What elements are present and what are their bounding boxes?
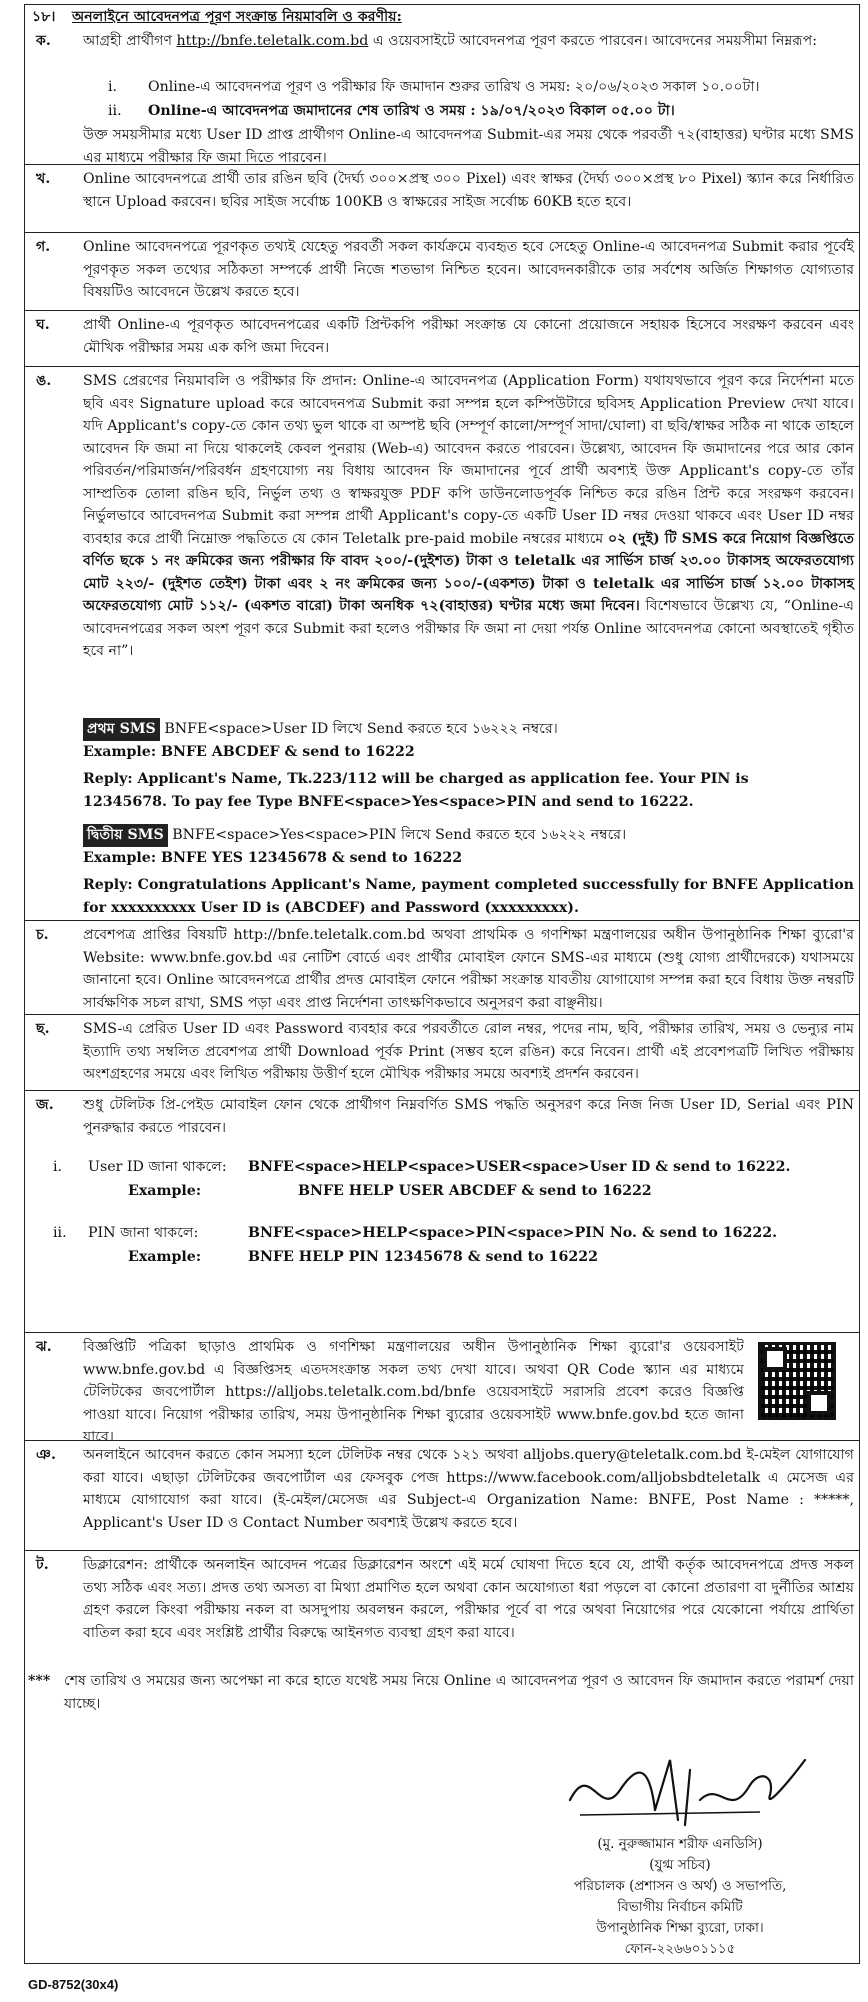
section-ja xyxy=(28,1094,854,1330)
section-text: প্রবেশপত্র প্রাপ্তির বিষয়টি http://bnfe.teletalk.com.bd অথবা প্রাথমিক ও গণশিক্ষা মন্ত্রণালয়ের অধীন উপানুষ্ঠানিক শিক্ষা ব্যুরো'র Website: www.bnfe.gov.bd এর নোটিশ বোর্ডে এবং প্রার্থীর মোবাইল ফোনে SMS-এর মাধ্যমে (শুধু যোগ্য প্রার্থীদেরকে) যথাসময়ে জানানো হবে। Online আবেদনপত্রে প্রার্থীর প্রদত্ত মোবাইল ফোনে পরীক্ষা সংক্রান্ত যাবতীয় যোগাযোগ সম্পন্ন করা হবে বিধায় উক্ত নম্বরটি সার্বক্ষণিক সচল রাখা, SMS পড়া এবং প্রাপ্ত নির্দেশনা তাৎক্ষণিকভাবে অনুসরণ করা বাঞ্ছনীয়। xyxy=(83,927,854,1011)
note-marker: *** xyxy=(28,1673,51,1689)
section-umo xyxy=(28,370,854,710)
section-text: উক্ত সময়সীমার মধ্যে User ID প্রাপ্ত প্রার্থীগণ Online-এ আবেদনপত্র Submit-এর সময় থেকে পরবর্তী ৭২(বাহাত্তর) ঘণ্টার মধ্যে SMS এর মাধ্যমে পরীক্ষার ফি জমা দিতে পারবেন। xyxy=(83,127,854,166)
signatory-phone: ফোন-২২৬৬০১১১৫ xyxy=(624,1941,736,1957)
sms-second-block xyxy=(28,824,854,920)
section-tag: ঙ. xyxy=(36,373,52,389)
section-tag: ক. xyxy=(36,33,51,49)
section-text: প্রার্থী Online-এ পূরণকৃত আবেদনপত্রের একটি প্রিন্টকপি পরীক্ষা সংক্রান্ত যে কোনো প্রয়োজনে সহায়ক হিসেবে সংরক্ষণ করবেন এবং মৌখিক পরীক্ষার সময় এক কপি জমা দিবেন। xyxy=(83,317,854,356)
text: বিশেষভাবে উল্লেখ্য যে, “Online-এ আবেদনপত্রের সকল অংশ পূরণ করে Submit করা হলেও পরীক্ষার ফি জমা না দেয়া পর্যন্ত Online আবেদনপত্র কোনো অবস্থাতেই গৃহীত হবে না”। xyxy=(83,598,855,659)
section-nya xyxy=(28,1444,854,1552)
text: এ ওয়েবসাইটে আবেদনপত্র পূরণ করতে পারবেন। আবেদনের সময়সীমা নিম্নরূপ: xyxy=(372,33,818,49)
recovery-label: PIN জানা থাকলে: xyxy=(88,1225,199,1241)
section-tag: গ. xyxy=(36,239,51,255)
divider xyxy=(24,164,860,165)
section-tag: চ. xyxy=(36,927,49,943)
section-number: ১৮। xyxy=(32,9,56,25)
section-chha xyxy=(28,1018,854,1088)
start-date-text: Online-এ আবেদনপত্র পূরণ ও পরীক্ষার ফি জমাদান শুরুর তারিখ ও সময়: ২০/০৬/২০২৩ সকাল ১০.০০টা। xyxy=(148,79,760,95)
sms-reply: Reply: Applicant's Name, Tk.223/112 will be charged as application fee. Your PIN is xyxy=(83,771,749,787)
signatory-block xyxy=(520,1834,840,1960)
section-text: অনলাইনে আবেদন করতে কোন সমস্যা হলে টেলিটক নম্বর থেকে ১২১ অথবা alljobs.query@teletalk.com.bd ই-মেইল যোগাযোগ করা যাবে। এছাড়া টেলিটকের জবপোর্টাল এর ফেসবুক পেজ https://www.facebook.com/alljobsbdteletalk এ মেসেজ এর মাধ্যমে যোগাযোগ করা যাবে। (ই-মেইল/মেসেজ এর Subject-এ Organization Name: BNFE, Post Name : *****, Applicant's User ID ও Contact Number অবশ্যই উল্লেখ করতে হবে। xyxy=(83,1447,854,1531)
section-ka xyxy=(28,30,854,170)
sms-tag: দ্বিতীয় SMS xyxy=(83,824,168,847)
section-jha xyxy=(28,1336,854,1444)
section-body xyxy=(83,30,854,53)
divider xyxy=(24,366,860,367)
divider xyxy=(24,1550,860,1551)
section-text: SMS-এ প্রেরিত User ID এবং Password ব্যবহার করে পরবর্তীতে রোল নম্বর, পদের নাম, ছবি, পরীক্ষার তারিখ, সময় ও ভেন্যুর নাম ইত্যাদি তথ্য সম্বলিত প্রবেশপত্র প্রার্থী Download পূর্বক Print (সম্ভব হলে রঙিন) করে নিবেন। প্রার্থী এই প্রবেশপত্রটি লিখিত পরীক্ষায় অংশগ্রহণের সময়ে এবং লিখিত পরীক্ষায় উত্তীর্ণ হলে মৌখিক পরীক্ষার সময়ে অবশ্যই প্রদর্শন করবেন। xyxy=(83,1021,854,1082)
divider xyxy=(24,1090,860,1091)
divider xyxy=(24,232,860,233)
sms-instruction xyxy=(83,824,854,847)
section-gha xyxy=(28,314,854,364)
section-tag: ছ. xyxy=(36,1021,50,1037)
qr-code-icon[interactable] xyxy=(758,1342,836,1420)
sms-instruction xyxy=(83,718,854,741)
section-note xyxy=(28,1670,854,1720)
sms-first-block xyxy=(28,718,854,810)
list-number: ii. xyxy=(53,1225,67,1241)
section-tag: খ. xyxy=(36,171,51,187)
signatory-committee: বিভাগীয় নির্বাচন কমিটি xyxy=(617,1899,743,1915)
list-number: i. xyxy=(53,1159,63,1175)
divider xyxy=(24,1440,860,1441)
sms-example: Example: BNFE YES 12345678 & send to 16222 xyxy=(83,850,463,866)
recovery-label: User ID জানা থাকলে: xyxy=(88,1159,227,1175)
example-label: Example: xyxy=(128,1249,202,1265)
section-tag: ঞ. xyxy=(36,1447,56,1463)
section-tag: ঘ. xyxy=(36,317,50,333)
section-text: বিজ্ঞপ্তিটি পত্রিকা ছাড়াও প্রাথমিক ও গণশিক্ষা মন্ত্রণালয়ের অধীন উপানুষ্ঠানিক শিক্ষা ব্যুরো'র ওয়েবসাইট www.bnfe.gov.bd এ বিজ্ঞপ্তিসহ এতদসংক্রান্ত সকল তথ্য দেখা যাবে। অথবা QR Code স্ক্যান এর মাধ্যমে টেলিটকের জবপোর্টাল https://alljobs.teletalk.com.bd/bnfe ওয়েবসাইটে সরাসরি প্রবেশ করেও বিজ্ঞপ্তি পাওয়া যাবে। নিয়োগ পরীক্ষার তারিখ, সময় উপানুষ্ঠানিক শিক্ষা ব্যুরোর ওয়েবসাইট www.bnfe.gov.bd হতে জানা যাবে। xyxy=(83,1339,744,1445)
divider xyxy=(24,1014,860,1015)
sms-reply-cont: 12345678. To pay fee Type BNFE<space>Yes<space>PIN and send to 16222. xyxy=(83,794,694,810)
page-title: অনলাইনে আবেদনপত্র পূরণ সংক্রান্ত নিয়মাবলি ও করণীয়: xyxy=(72,9,402,25)
example-label: Example: xyxy=(128,1183,202,1199)
divider xyxy=(24,1332,860,1333)
example-text: BNFE HELP PIN 12345678 & send to 16222 xyxy=(248,1249,598,1265)
gd-code: GD-8752(30x4) xyxy=(28,1976,119,1992)
signatory-office: উপানুষ্ঠানিক শিক্ষা ব্যুরো, ঢাকা। xyxy=(596,1920,764,1936)
section-ga xyxy=(28,236,854,304)
section-text: ডিক্লারেশন: প্রার্থীকে অনলাইন আবেদন পত্রের ডিক্লারেশন অংশে এই মর্মে ঘোষণা দিতে হবে যে, প্রার্থী কর্তৃক আবেদনপত্রে প্রদত্ত সকল তথ্য সঠিক এবং সত্য। প্রদত্ত তথ্য অসত্য বা মিথ্যা প্রমাণিত হলে অথবা কোন অযোগ্যতা ধরা পড়লে বা কোনো প্রতারণা বা দুর্নীতির আশ্রয় গ্রহণ করলে কিংবা পরীক্ষায় নকল বা অসদুপায় অবলম্বন করলে, পরীক্ষার পূর্বে বা পরে অথবা নিয়োগের পরে যেকোনো পর্যায়ে প্রার্থিতা বাতিল করা হবে এবং সংশ্লিষ্ট প্রার্থীর বিরুদ্ধে আইনগত ব্যবস্থা গ্রহণ করা যাবে। xyxy=(83,1557,854,1641)
section-text: Online আবেদনপত্রে পূরণকৃত তথ্যই যেহেতু পরবর্তী সকল কার্যক্রমে ব্যবহৃত হবে সেহেতু Online-এ আবেদনপত্র Submit করার পূর্বেই পূরণকৃত সকল তথ্যের সঠিকতা সম্পর্কে প্রার্থী নিজে শতভাগ নিশ্চিত হবেন। আবেদনকারীকে তার সর্বশেষ অর্জিত শিক্ষাগত যোগ্যতার বিষয়টিও আবেদনে উল্লেখ করতে হবে। xyxy=(83,239,854,300)
signatory-name: (মু. নুরুজ্জামান শরীফ এনডিসি) xyxy=(597,1836,763,1852)
section-tag: ট. xyxy=(36,1557,49,1573)
sms-reply: Reply: Congratulations Applicant's Name, payment completed successfully for BNFE Application for xxxxxxxxxx User ID is (ABCDEF) and Password (xxxxxxxxx). xyxy=(83,877,854,916)
list-number: i. xyxy=(108,79,118,95)
section-cha xyxy=(28,924,854,1012)
fee-text: ০২ (দুই) টি SMS করে নিয়োগ বিজ্ঞপ্তিতে বর্ণিত ছকে ১ নং ক্রমিকের জন্য পরীক্ষার ফি বাবদ ২০০/-(দুইশত) টাকা ও teletalk এর সার্ভিস চার্জ ২৩.০০ টাকাসহ অফেরতযোগ্য মোট ২২৩/- (দুইশত তেইশ) টাকা এবং ২ নং ক্রমিকের জন্য ১০০/-(একশত) টাকা ও teletalk এর সার্ভিস চার্জ ১২.০০ টাকাসহ অফেরতযোগ্য মোট ১১২/- (একশত বারো) টাকা অনধিক ৭২(বাহাত্তর) ঘণ্টার মধ্যে জমা দিবেন। xyxy=(83,530,855,614)
signatory-rank: (যুগ্ম সচিব) xyxy=(649,1857,711,1873)
sms-text: BNFE<space>User ID লিখে Send করতে হবে ১৬২২২ নম্বরে। xyxy=(164,721,558,737)
section-ta xyxy=(28,1554,854,1672)
note-text: শেষ তারিখ ও সময়ের জন্য অপেক্ষা না করে হাতে যথেষ্ট সময় নিয়ে Online এ আবেদনপত্র পূরণ ও আবেদন ফি জমাদান করতে পরামর্শ দেয়া যাচ্ছে। xyxy=(64,1673,854,1712)
sms-text: BNFE<space>Yes<space>PIN লিখে Send করতে হবে ১৬২২২ নম্বরে। xyxy=(172,827,627,843)
divider xyxy=(24,920,860,921)
divider xyxy=(24,310,860,311)
section-kha xyxy=(28,168,854,232)
sms-example: Example: BNFE ABCDEF & send to 16222 xyxy=(83,744,415,760)
list-number: ii. xyxy=(108,103,122,119)
section-tag: জ. xyxy=(36,1097,54,1113)
recovery-command: BNFE<space>HELP<space>PIN<space>PIN No. & send to 16222. xyxy=(248,1225,778,1241)
section-tag: ঝ. xyxy=(36,1339,52,1355)
section-text: Online আবেদনপত্রে প্রার্থী তার রঙিন ছবি (দৈর্ঘ্য ৩০০×প্রস্থ ৩০০ Pixel) এবং স্বাক্ষর (দৈর্ঘ্য ৩০০×প্রস্থ ৮০ Pixel) স্ক্যান করে নির্ধারিত স্থানে Upload করবেন। ছবির সাইজ সর্বোচ্চ 100KB ও স্বাক্ষরের সাইজ সর্বোচ্চ 60KB হতে হবে। xyxy=(83,171,854,210)
sms-tag: প্রথম SMS xyxy=(83,718,160,741)
handwritten-signature xyxy=(560,1740,820,1840)
section-text: শুধু টেলিটক প্রি-পেইড মোবাইল ফোন থেকে প্রার্থীগণ নিম্নবর্ণিত SMS পদ্ধতি অনুসরণ করে নিজ নিজ User ID, Serial এবং PIN পুনরুদ্ধার করতে পারবেন। xyxy=(83,1097,854,1136)
website-link[interactable]: http://bnfe.teletalk.com.bd xyxy=(176,33,369,49)
end-date-text: Online-এ আবেদনপত্র জমাদানের শেষ তারিখ ও সময় : ১৯/০৭/২০২৩ বিকাল ০৫.০০ টা। xyxy=(148,103,675,119)
text: SMS প্রেরণের নিয়মাবলি ও পরীক্ষার ফি প্রদান: Online-এ আবেদনপত্র (Application Form) যথাযথভাবে পূরণ করে নির্দেশনা মতে ছবি এবং Signature upload করে আবেদনপত্র Submit করা সম্পন্ন হলে কম্পিউটারে ছবিসহ Application Preview দেখা যাবে। যদি Applicant's copy-তে কোন তথ্য ভুল থাকে বা অস্পষ্ট ছবি (সম্পূর্ণ কালো/সম্পূর্ণ সাদা/ঘোলা) বা ছবি/স্বাক্ষর সঠিক না থাকে তাহলে আবেদন ফি জমা না দিয়ে থাকলেই কেবল পুনরায় (Web-এ) আবেদন করতে পারবেন। উল্লেখ্য, আবেদন ফি জমাদানের পরে আর কোন পরিবর্তন/পরিমার্জন/পরিবর্ধন গ্রহণযোগ্য নয় বিধায় আবেদন ফি জমাদানের পূর্বে প্রার্থী অবশ্যই উক্ত Applicant's copy-তে তাঁর সাম্প্রতিক তোলা রঙিন ছবি, নির্ভুল তথ্য ও স্বাক্ষরযুক্ত PDF কপি ডাউনলোডপূর্বক নিশ্চিত করে রঙিন প্রিন্ট করে সংরক্ষণ করবেন। নির্ভুলভাবে আবেদনপত্র Submit করা সম্পন্ন প্রার্থী Applicant's copy-তে একটি User ID নম্বর দেওয়া থাকবে এবং User ID নম্বর ব্যবহার করে প্রার্থী নিম্নোক্ত পদ্ধতিতে যে কোন Teletalk pre-paid mobile নম্বরের মাধ্যমে xyxy=(83,373,854,547)
text: আগ্রহী প্রার্থীগণ xyxy=(83,33,173,49)
recovery-command: BNFE<space>HELP<space>USER<space>User ID & send to 16222. xyxy=(248,1159,791,1175)
section-text xyxy=(83,370,854,663)
example-text: BNFE HELP USER ABCDEF & send to 16222 xyxy=(298,1183,652,1199)
signatory-title: পরিচালক (প্রশাসন ও অর্থ) ও সভাপতি, xyxy=(573,1878,787,1894)
